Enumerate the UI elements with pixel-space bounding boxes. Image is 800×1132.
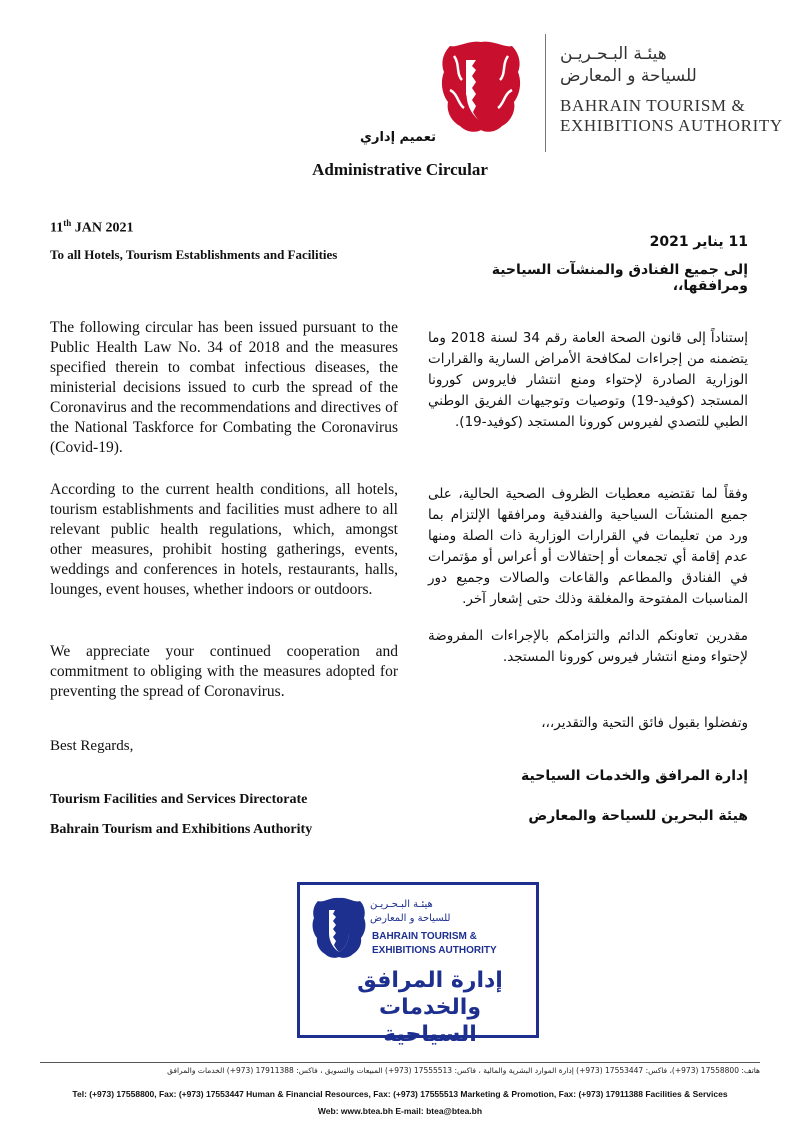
date-suffix: th bbox=[63, 218, 72, 228]
signature-directorate-english: Tourism Facilities and Services Directorate bbox=[50, 792, 308, 807]
footer-contact-english: Tel: (+973) 17558800, Fax: (+973) 17553447 Human & Financial Resources, Fax: (+973) 17555513 Marketing & Promotion, Fax: (+973) 17911388 Facilities & Services bbox=[72, 1089, 728, 1099]
logo-arabic-line2: للسياحة و المعارض bbox=[560, 66, 697, 86]
paragraph-2-english: According to the current health conditions, all hotels, tourism establishments and facilities must adhere to all relevant public health regulations, which, amongst other measures, prohibit hosting gatherings, events, weddings and conferences in hotels, restaurants, halls, lounges, event houses, whether indoors or outdoors. bbox=[50, 481, 398, 598]
bahrain-emblem-icon bbox=[438, 38, 524, 136]
stamp-english-line2: EXHIBITIONS AUTHORITY bbox=[372, 945, 497, 956]
title-english: Administrative Circular bbox=[312, 160, 488, 179]
title-arabic: تعميم إداري bbox=[360, 130, 436, 145]
date-arabic: 11 يناير 2021 bbox=[649, 234, 748, 250]
stamp-arabic-line2: للسياحة و المعارض bbox=[370, 913, 451, 924]
date-month-year: JAN 2021 bbox=[71, 220, 134, 236]
logo-english-line1: BAHRAIN TOURISM & bbox=[560, 96, 746, 115]
addressee-arabic: إلى جميع الفنادق والمنشآت السياحية ومرافقها،، bbox=[491, 262, 748, 294]
logo-arabic-line1: هيئـة البـحـريـن bbox=[560, 44, 667, 64]
stamp-arabic-line1: هيئـة البـحـريـن bbox=[370, 899, 433, 910]
paragraph-1-arabic: إستناداً إلى قانون الصحة العامة رقم 34 لسنة 2018 وما يتضمنه من إجراءات لمكافحة الأمراض السارية والقرارات الوزارية الصادرة لإحتواء ومنع انتشار فايروس كورونا المستجد (كوفيد-19) وتوصيات وتوجيهات الفريق الوطني الطبي للتصدي لفيروس كورونا المستجد (كوفيد-19). bbox=[428, 330, 749, 430]
footer-divider bbox=[40, 1062, 760, 1063]
closing-arabic: وتفضلوا بقبول فائق التحية والتقدير،،، bbox=[541, 715, 748, 731]
stamp-emblem-icon bbox=[310, 895, 368, 961]
paragraph-1-english: The following circular has been issued pursuant to the Public Health Law No. 34 of 2018 and the measures specified therein to combat infectious diseases, the ministerial decisions issued to curb the spread of the Coronavirus and the recommendations and directives of the National Taskforce for Combating the Coronavirus (Covid-19). bbox=[50, 319, 398, 456]
paragraph-3-english: We appreciate your continued cooperation and commitment to obliging with the measures adopted for preventing the spread of Coronavirus. bbox=[50, 643, 398, 700]
header-divider bbox=[545, 34, 546, 152]
date-day: 11 bbox=[50, 220, 64, 236]
date-english bbox=[50, 218, 133, 237]
addressee-english: To all Hotels, Tourism Establishments and Facilities bbox=[50, 247, 338, 262]
signature-authority-english: Bahrain Tourism and Exhibitions Authority bbox=[50, 822, 313, 837]
regards-english: Best Regards, bbox=[50, 738, 134, 754]
footer-contact-arabic: هاتف: 17558800 (973+)، فاكس: 17553447 (973+) إدارة الموارد البشرية والمالية ، فاكس: 17555513 (973+) المبيعات والتسويق ، فاكس: 17911388 (973+) الخدمات والمرافق bbox=[167, 1066, 760, 1075]
paragraph-2-arabic: وفقاً لما تقتضيه معطيات الظروف الصحية الحالية، على جميع المنشآت السياحية والفندقية ومرافقها الإلتزام بما ورد من تعليمات في القرارات الوزارية ذات الصلة ومنها عدم إقامة أي تجمعات أو إحتفالات أو أعراس أو مؤتمرات في الفنادق والمطاعم والقاعات والصالات وجميع دور المناسبات المفتوحة والمغلقة وذلك حتى إشعار آخر. bbox=[428, 486, 748, 607]
stamp-english-line1: BAHRAIN TOURISM & bbox=[372, 931, 477, 942]
footer-web-email: Web: www.btea.bh E-mail: btea@btea.bh bbox=[317, 1106, 483, 1116]
logo-english-line2: EXHIBITIONS AUTHORITY bbox=[560, 116, 783, 135]
official-stamp bbox=[297, 882, 539, 1047]
signature-authority-arabic: هيئة البحرين للسياحة والمعارض bbox=[528, 808, 748, 824]
signature-directorate-arabic: إدارة المرافق والخدمات السياحية bbox=[521, 768, 748, 784]
paragraph-3-arabic: مقدرين تعاونكم الدائم والتزامكم بالإجراءات المفروضة لإحتواء ومنع انتشار فيروس كورونا المستجد. bbox=[428, 628, 748, 665]
stamp-directorate: إدارة المرافق والخدمات السياحية bbox=[357, 968, 503, 1047]
